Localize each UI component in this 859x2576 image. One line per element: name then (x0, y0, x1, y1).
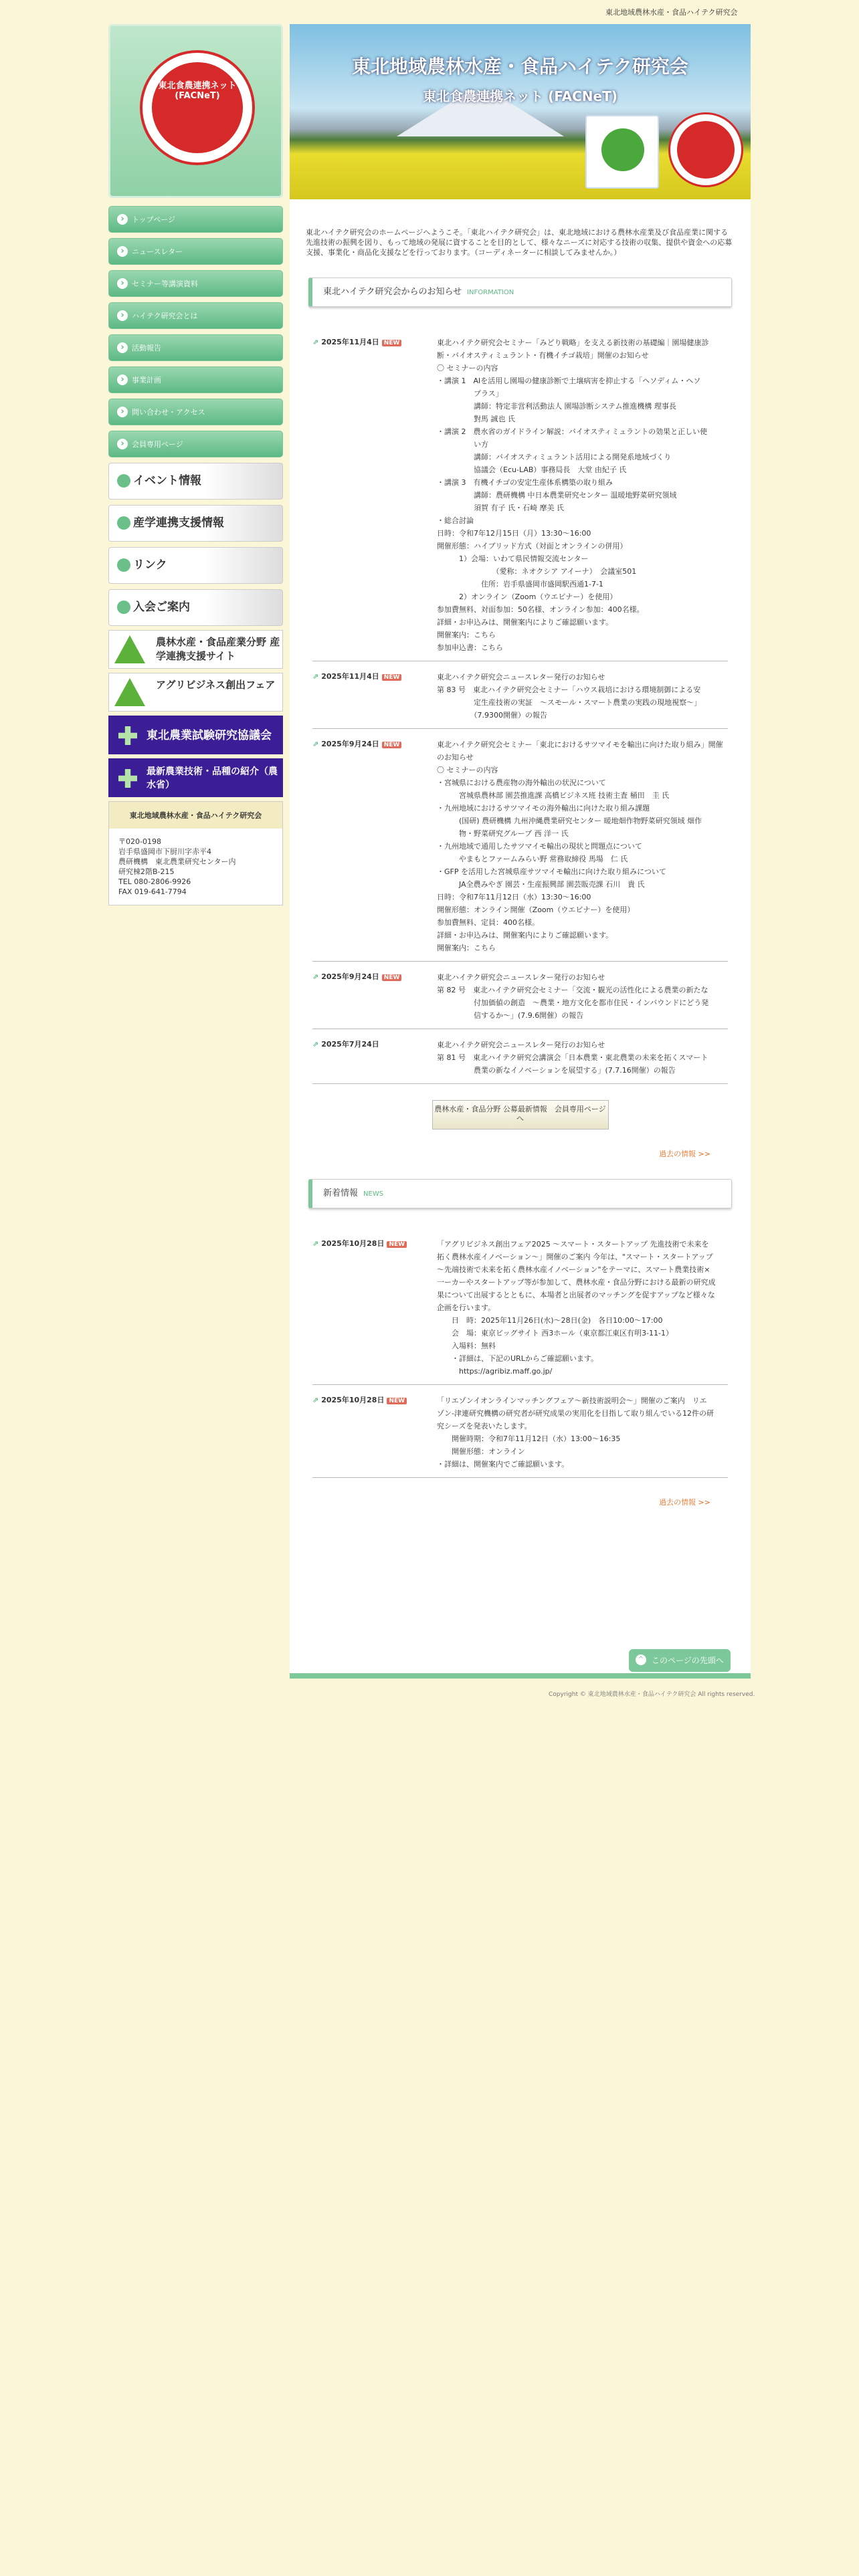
item-date (312, 1039, 437, 1077)
content-line: 〜先端技術で未来を拓く農林水産イノベーション"をテーマに、スマート農業技術× (437, 1265, 710, 1274)
content-line: 日 時：2025年11月26日(水)〜28日(金) 各日10:00〜17:00 (437, 1316, 663, 1325)
banner-agribiz[interactable] (108, 673, 283, 712)
content-line: 参加申込書：こちら (437, 643, 503, 652)
content-line: い方 (437, 440, 488, 449)
content-line: 開催形態：オンライン開催（Zoom（ウエビナー）を使用） (437, 905, 635, 914)
content-line: 一ーカーやスタートアップ等が参加して、農林水産・食品分野における最新の研究成 (437, 1278, 716, 1287)
content-line: 第 83 号 東北ハイテク研究会セミナー「ハウス栽培における環境制御による安 (437, 685, 701, 694)
content-line: 東北ハイテク研究会セミナー「東北におけるサツマイモを輸出に向けた取り組み」開催 (437, 740, 723, 749)
content-line: ・講演 1 AIを活用し園場の健康診断で土壌病害を抑止する「ヘソディム・ヘソ (437, 377, 701, 385)
content-line: 開催形態：オンライン (437, 1447, 525, 1456)
banner-latest-tech-label: 最新農業技術・品種の紹介（農水省） (147, 766, 278, 790)
content-line: 開催形態：ハイブリッド方式（対面とオンラインの併用） (437, 542, 628, 550)
content-line: 〇 セミナーの内容 (437, 364, 498, 372)
news-more-link[interactable]: 過去の情報 >> (659, 1498, 710, 1507)
new-badge: NEW (382, 674, 402, 681)
item-content (437, 1039, 728, 1077)
sangaku-logo-icon (114, 635, 145, 663)
link-button[interactable]: リンク (108, 547, 283, 584)
content-line: 詳細・お申込みは、開催案内によりご確認願います。 (437, 618, 613, 627)
info-more-link[interactable]: 過去の情報 >> (659, 1150, 710, 1158)
item-content (437, 738, 728, 954)
to-top-button[interactable]: ^ このページの先頭へ (629, 1649, 731, 1672)
content-line: 1）会場：いわて県民情報交流センター (437, 554, 589, 563)
content-line: 東北ハイテク研究会ニュースレター発行のお知らせ (437, 673, 605, 681)
content-line: https://agribiz.maff.go.jp/ (437, 1367, 553, 1376)
join-button[interactable]: 入会ご案内 (108, 589, 283, 626)
news-heading-en: NEWS (363, 1190, 384, 1198)
content-line: ・詳細は、開催案内でご確認願います。 (437, 1460, 569, 1469)
date-text: 2025年10月28日 (321, 1239, 385, 1248)
address-line: 〒020-0198 (118, 837, 161, 846)
content-line: やまもとファームみらい野 常務取締役 馬場 仁 氏 (437, 855, 628, 863)
list-item (312, 1029, 728, 1084)
content-line: 講師：農研機構 中日本農業研究センター 温暖地野菜研究領域 (437, 491, 677, 500)
content-line: のお知らせ (437, 753, 474, 762)
content-line: （7.9300開催）の報告 (437, 711, 547, 720)
content-line: ・総合討論 (437, 516, 474, 525)
item-content (437, 1238, 728, 1378)
list-item (312, 1385, 728, 1478)
content-line: ・講演 2 農水省のガイドライン解説：バイオスティミュラントの効果と正しい使 (437, 427, 708, 436)
banner-agribiz-label: アグリビジネス創出フェア (156, 679, 276, 691)
content-line: 東北ハイテク研究会ニュースレター発行のお知らせ (437, 973, 605, 982)
date-text: 2025年9月24日 (321, 740, 379, 748)
item-content (437, 671, 728, 722)
logo-text: 東北食農連携ネット (FACNeT) (152, 62, 243, 153)
nav-item-members[interactable]: › 会員専用ページ (108, 431, 283, 457)
content-line: 会 場：東京ビッグサイト 西3ホール（東京都江東区有明3-11-1） (437, 1329, 673, 1337)
footer-bar (290, 1673, 751, 1679)
address-heading: 東北地域農林水産・食品ハイテク研究会 (109, 802, 282, 829)
address-line: FAX 019-641-7794 (118, 887, 187, 896)
content-line: 「リエゾンイオンラインマッチングフェア〜新技術説明会〜」開催のご案内 リエ (437, 1396, 707, 1405)
content-line: ・宮城県における農産物の海外輸出の状況について (437, 778, 606, 787)
date-text: 2025年10月28日 (321, 1396, 385, 1404)
banner-tohoku-council-label: 東北農業試験研究協議会 (147, 729, 272, 742)
new-badge: NEW (382, 742, 402, 748)
sidebar (108, 24, 283, 905)
content-line: 對馬 誠也 氏 (437, 415, 515, 423)
nav-item-seminar[interactable]: › セミナー等講演資料 (108, 270, 283, 297)
content-line: 東北ハイテク研究会ニュースレター発行のお知らせ (437, 1041, 605, 1049)
content-line: プラス」 (437, 389, 503, 398)
address-line: TEL 080-2806-9926 (118, 877, 191, 886)
date-text: 2025年9月24日 (321, 972, 379, 981)
item-content (437, 1394, 728, 1471)
new-badge: NEW (382, 974, 402, 981)
content-line: 第 81 号 東北ハイテク研究会講演会「日本農業・東北農業の未来を拓くスマート (437, 1053, 708, 1062)
new-badge: NEW (387, 1241, 407, 1248)
item-content (437, 336, 728, 654)
copyright: Copyright © 東北地域農林水産・食品ハイテク研究会 All rights reserved. (549, 1691, 755, 1698)
content-line: 参加費無料、対面参加：50名様、オンライン参加：400名様。 (437, 605, 644, 614)
content-line: ・九州地域におけるサツマイモの海外輸出に向けた取り組み課題 (437, 804, 650, 813)
content-line: 開催案内：こちら (437, 944, 496, 952)
address-line: 農研機構 東北農業研究センター内 (118, 857, 236, 866)
content-line: 入場料：無料 (437, 1341, 496, 1350)
banner-sangaku[interactable] (108, 630, 283, 669)
site-title: 東北地域農林水産・食品ハイテク研究会 (605, 8, 738, 17)
address-line: 岩手県盛岡市下厨川字赤平4 (118, 847, 211, 856)
tree-illustration (585, 115, 659, 189)
banner-sangaku-label: 農林水産・食品産業分野 産学連携支援サイト (156, 636, 280, 662)
item-date (312, 671, 437, 722)
content-line: （愛称：ネオクシア アイーナ） 会議室501 (437, 567, 637, 576)
content-line: 企画を行います。 (437, 1303, 496, 1312)
nav-item-top[interactable]: › トップページ (108, 206, 283, 233)
item-date (312, 336, 437, 654)
header-banner (290, 24, 751, 199)
new-badge: NEW (387, 1398, 407, 1404)
agribiz-logo-icon (114, 678, 145, 706)
item-date (312, 1238, 437, 1378)
news-section-heading (308, 1179, 732, 1208)
news-heading-label: 新着情報 (323, 1188, 359, 1198)
event-button[interactable]: イベント情報 (108, 463, 283, 500)
content-line: 「アグリビジネス創出フェア2025 〜スマート・スタートアップ 先進技術で未来を (437, 1240, 709, 1249)
item-date (312, 971, 437, 1022)
new-badge: NEW (382, 340, 402, 346)
item-date (312, 738, 437, 954)
site-logo[interactable] (108, 24, 283, 198)
info-heading-en: INFORMATION (467, 289, 514, 296)
item-content (437, 971, 728, 1022)
content-line: ・九州地域で通用したサツマイモ輸出の現状と問題点について (437, 842, 642, 851)
nav-item-plan[interactable]: › 事業計画 (108, 366, 283, 393)
address-body (109, 829, 282, 905)
content-line: 参加費無料、定員：400名様。 (437, 918, 539, 927)
main-content (290, 24, 751, 1676)
content-line: 信するか〜」(7.9.6開催）の報告 (437, 1011, 584, 1020)
content-line: 協議会（Ecu-LAB）事務局長 大堂 由紀子 氏 (437, 465, 627, 474)
content-line: (国研) 農研機構 九州沖縄農業研究センター 暖地畑作物野菜研究領域 畑作 (437, 817, 702, 825)
content-line: 果について出展するとともに、本場者と出展者のマッチングを促すアップなど様々な (437, 1291, 715, 1299)
content-line: 須賀 有子 氏・石崎 摩美 氏 (437, 504, 564, 512)
content-line: 究シーズを発表いたします。 (437, 1422, 532, 1430)
content-line: 開催案内：こちら (437, 631, 496, 639)
list-item (312, 327, 728, 661)
list-item (312, 962, 728, 1029)
content-line: ・講演 3 有機イチゴの安定生産体系構築の取り組み (437, 478, 613, 487)
address-box (108, 801, 283, 905)
content-line: 宮城県農林部 園芸推進課 高橋ビジネス班 技術主査 桶田 圭 氏 (437, 791, 670, 800)
content-line: 物・野菜研究グループ 西 洋一 氏 (437, 829, 569, 838)
address-line: 研究棟2階B-215 (118, 867, 175, 876)
nav-item-contact[interactable]: › 問い合わせ・アクセス (108, 399, 283, 425)
content-line: 付加価値の創造 〜農業・地方文化を都市住民・インバウンドにどう発 (437, 998, 709, 1007)
nav-item-about[interactable]: › ハイテク研究会とは (108, 302, 283, 329)
content-line: JA全農みやぎ 園芸・生産振興部 園芸販売課 石川 貴 氏 (437, 880, 645, 889)
list-item (312, 729, 728, 962)
banner-latest-tech[interactable] (108, 758, 283, 797)
kobo-banner[interactable]: 農林水産・食品分野 公募最新情報 会員専用ページへ (432, 1100, 609, 1130)
content-line: 講師：バイオスティミュラント活用による開発系地域づくり (437, 453, 672, 461)
content-line: ・GFP を活用した宮城県産サツマイモ輸出に向けた取り組みについて (437, 867, 666, 876)
sidebar-nav (108, 206, 283, 457)
date-text: 2025年7月24日 (321, 1040, 379, 1049)
content-line: 日時：令和7年12月15日（月）13:30〜16:00 (437, 529, 591, 538)
content-line: 〇 セミナーの内容 (437, 766, 498, 774)
date-text: 2025年11月4日 (321, 338, 379, 346)
news-list (312, 1228, 728, 1478)
content-line: 農業の新なイノベーションを展望する」(7.7.16開催）の報告 (437, 1066, 676, 1075)
content-line: 詳細・お申込みは、開催案内によりご確認願います。 (437, 931, 613, 940)
nav-item-reports[interactable]: › 活動報告 (108, 334, 283, 361)
banner-tohoku-council[interactable] (108, 716, 283, 754)
list-item (312, 1228, 728, 1385)
content-line: 開催時期：令和7年11月12日（水）13:00〜16:35 (437, 1434, 621, 1443)
content-line: ゾン-津連研究機構の研究者が研究成果の実用化を目指して取り組んでいる12件の研 (437, 1409, 714, 1418)
content-line: 2）オンライン（Zoom（ウエビナー）を使用） (437, 593, 617, 601)
header-subtitle: 東北食農連携ネット (FACNeT) (423, 88, 617, 104)
content-line: ・詳細は、下記のURLからご確認願います。 (437, 1354, 598, 1363)
list-item (312, 661, 728, 729)
content-line: 東北ハイテク研究会セミナー「みどり戦略」を支える新技術の基礎編｜園場健康診 (437, 338, 709, 347)
content-line: 定生産技術の実証 〜スモール・スマート農業の実践の現地視察〜」 (437, 698, 702, 707)
content-line: 日時：令和7年11月12日（水）13:30〜16:00 (437, 893, 591, 901)
content-line: 拓く農林水産イノベーション〜」開催のご案内 今年は、"スマート・スタートアップ (437, 1253, 713, 1261)
intro-text: 東北ハイテク研究会のホームページへようこそ。「東北ハイテク研究会」は、東北地域における農林水産業及び食品産業に関する先進技術の振興を図り、もって地域の発展に資することを目的として、様々なニーズに対応する技術の収集、提供や資金への応募支援、事業化・商品化支援などを行っております。（コーディネーターに相談してみませんか。） (306, 228, 733, 257)
facnet-seal-icon (668, 112, 743, 187)
info-list (312, 327, 728, 1084)
content-line: 第 82 号 東北ハイテク研究会セミナー「交流・観光の活性化による農業の新たな (437, 986, 708, 994)
info-section-heading (308, 278, 732, 307)
info-heading-label: 東北ハイテク研究会からのお知らせ (323, 287, 462, 297)
content-line: 講師：特定非営利活動法人 園場診断システム推進機構 理事長 (437, 402, 676, 411)
content-line: 住所：岩手県盛岡市盛岡駅西通1-7-1 (437, 580, 603, 588)
content-line: 断・バイオスティミュラント・有機イチゴ栽培」開催のお知らせ (437, 351, 649, 360)
item-date (312, 1394, 437, 1471)
date-text: 2025年11月4日 (321, 672, 379, 681)
header-title: 東北地域農林水産・食品ハイテク研究会 (352, 56, 688, 78)
support-info-button[interactable]: 産学連携支援情報 (108, 505, 283, 542)
nav-item-newsletter[interactable]: › ニュースレター (108, 238, 283, 265)
